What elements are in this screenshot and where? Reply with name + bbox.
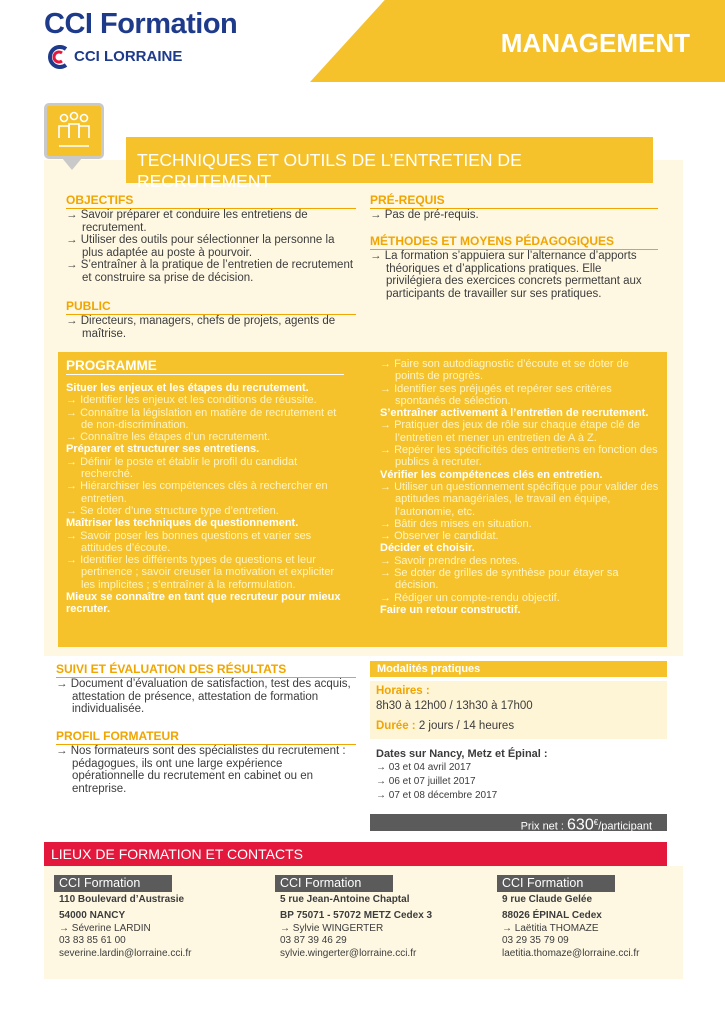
location-city: BP 75071 - 57072 METZ Cedex 3 [280, 909, 433, 921]
list-item: → Pas de pré-requis. [370, 209, 479, 221]
list-item: → Utiliser des outils pour sélectionner la personne la plus adaptée au poste à pourvoir. [66, 234, 335, 259]
programme-subheading: Maîtriser les techniques de questionnement. [66, 517, 299, 530]
price-label: Prix net : [520, 820, 564, 833]
duree-label: Durée : [376, 720, 416, 732]
programme-item: → Identifier ses préjugés et repérer ses critères spontanés de sélection. [380, 382, 612, 407]
programme-item: → Repérer les spécificités des entretiens en fonction des publics à recruter. [380, 444, 658, 469]
programme-subheading: Préparer et structurer ses entretiens. [66, 443, 260, 456]
programme-subheading: Situer les enjeux et les étapes du recrutement. [66, 382, 309, 394]
objectifs-heading: OBJECTIFS [66, 193, 356, 209]
list-item: → Document d’évaluation de satisfaction, test des acquis, attestation de présence, attestation de formation individualisée. [56, 678, 351, 716]
programme-subheading: Décider et choisir. [380, 542, 475, 555]
date-item: → 07 et 08 décembre 2017 [376, 790, 498, 801]
programme-item: → Identifier les différents types de questions et leur pertinence ; savoir creuser la motivation et expliciter les implicites ; s’entraîner à la reformulation. [66, 554, 335, 591]
price-bar [370, 814, 667, 834]
horaires-label: Horaires : [376, 685, 430, 697]
location-email[interactable]: laetitia.thomaze@lorraine.cci.fr [502, 948, 640, 959]
dates-label: Dates sur Nancy, Metz et Épinal : [376, 748, 548, 760]
modalites-heading: Modalités pratiques [370, 661, 667, 677]
date-item: → 03 et 04 avril 2017 [376, 762, 472, 773]
location-email[interactable]: severine.lardin@lorraine.cci.fr [59, 948, 192, 959]
list-item: → S’entraîner à la pratique de l’entretien de recrutement et construire sa prise de décision. [66, 259, 354, 284]
price-currency: € [593, 818, 599, 827]
duree-block [376, 720, 514, 732]
cci-logo-icon [46, 44, 70, 70]
list-item: → La formation s’appuiera sur l’alternance d’apports théoriques et d’applications pratiques. Elle privilégiera des exercices concrets permettant aux participants de travailler sur ses pratiques. [370, 250, 642, 300]
programme-item: → Savoir prendre des notes. [380, 554, 521, 567]
programme-left-column [66, 382, 346, 616]
programme-item: → Utiliser un questionnement spécifique pour valider des aptitudes managériales, le travail en équipe, l’autonomie, etc. [380, 480, 659, 518]
programme-subheading: Mieux se connaître en tant que recruteur pour mieux recruter. [66, 591, 341, 616]
cci-lorraine-label: CCI LORRAINE [74, 48, 183, 65]
programme-subheading: S’entraîner activement à l’entretien de recrutement. [380, 407, 649, 420]
programme-item: → Identifier les enjeux et les conditions de réussite. [66, 394, 317, 407]
horaires-value: 8h30 à 12h00 / 13h30 à 17h00 [376, 700, 533, 712]
lieux-heading: LIEUX DE FORMATION ET CONTACTS [44, 842, 667, 866]
list-item: → Savoir préparer et conduire les entretiens de recrutement. [66, 209, 308, 234]
methodes-heading: MÉTHODES ET MOYENS PÉDAGOGIQUES [370, 234, 658, 250]
location-phone: 03 29 35 79 09 [502, 935, 569, 946]
programme-item: → Savoir poser les bonnes questions et varier ses attitudes d’écoute. [66, 529, 312, 554]
location-contact: → Laëtitia THOMAZE [502, 923, 599, 934]
location-email[interactable]: sylvie.wingerter@lorraine.cci.fr [280, 948, 417, 959]
programme-item: → Connaître la législation en matière de recrutement et de non-discrimination. [66, 406, 337, 431]
programme-item: → Observer le candidat. [380, 530, 499, 543]
programme-item: → Se doter d’une structure type d’entretien. [66, 504, 279, 517]
programme-subheading: Faire un retour constructif. [380, 603, 521, 616]
prerequis-heading: PRÉ-REQUIS [370, 193, 658, 209]
programme-item: → Rédiger un compte-rendu objectif. [380, 591, 560, 604]
location-name: CCI Formation [497, 875, 615, 892]
location-epinal [497, 875, 677, 960]
location-address: 5 rue Jean-Antoine Chaptal [280, 894, 410, 905]
location-contact: → Sylvie WINGERTER [280, 923, 384, 934]
location-address: 110 Boulevard d’Austrasie [59, 894, 185, 905]
location-city: 54000 NANCY [59, 909, 126, 921]
programme-item: → Bâtir des mises en situation. [380, 517, 532, 530]
programme-item: → Se doter de grilles de synthèse pour étayer sa décision. [380, 567, 619, 592]
dates-block [376, 747, 548, 803]
location-name: CCI Formation [275, 875, 393, 892]
location-phone: 03 83 85 61 00 [59, 935, 126, 946]
location-phone: 03 87 39 46 29 [280, 935, 347, 946]
location-name: CCI Formation [54, 875, 172, 892]
profil-heading: PROFIL FORMATEUR [56, 729, 356, 745]
people-icon-box [44, 103, 104, 159]
public-heading: PUBLIC [66, 299, 356, 315]
prerequis-section [370, 193, 658, 222]
programme-heading: PROGRAMME [66, 358, 344, 375]
programme-item: → Définir le poste et établir le profil du candidat recherché. [66, 455, 298, 481]
brand-title: CCI Formation [44, 8, 238, 40]
horaires-block [376, 684, 533, 714]
location-city: 88026 ÉPINAL Cedex [502, 909, 602, 921]
location-nancy [54, 875, 259, 960]
location-address: 9 rue Claude Gelée [502, 894, 593, 905]
programme-item: → Hiérarchiser les compétences clés à rechercher en entretien. [66, 480, 328, 505]
people-icon [47, 106, 101, 156]
category-title: MANAGEMENT [500, 28, 690, 58]
duree-value: 2 jours / 14 heures [418, 720, 515, 732]
location-contact: → Séverine LARDIN [59, 923, 151, 934]
profil-section [56, 729, 356, 795]
programme-item: → Pratiquer des jeux de rôle sur chaque étape clé de l’entretien et mener un entretien de A à Z. [380, 419, 640, 444]
icon-pointer [62, 158, 82, 170]
programme-item: → Connaître les étapes d’un recrutement. [66, 431, 271, 444]
programme-subheading: Vérifier les compétences clés en entretien. [380, 468, 603, 481]
location-metz [275, 875, 485, 960]
list-item: → Nos formateurs sont des spécialistes du recrutement : pédagogues, ils ont une large expérience opérationnelle du recrutement en cabinet ou en entreprise. [56, 745, 346, 795]
price-unit: /participant [598, 820, 652, 833]
date-item: → 06 et 07 juillet 2017 [376, 776, 476, 787]
public-section [66, 299, 356, 340]
methodes-section [370, 234, 658, 300]
price-value: 630 [567, 816, 594, 834]
objectifs-section [66, 193, 356, 285]
suivi-section [56, 662, 356, 716]
course-title: TECHNIQUES ET OUTILS DE L’ENTRETIEN DE RECRUTEMENT [126, 137, 653, 183]
programme-right-column [380, 358, 660, 616]
programme-item: → Faire son autodiagnostic d’écoute et se doter de points de progrès. [380, 358, 629, 383]
suivi-heading: SUIVI ET ÉVALUATION DES RÉSULTATS [56, 662, 356, 678]
list-item: → Directeurs, managers, chefs de projets, agents de maîtrise. [66, 315, 336, 340]
